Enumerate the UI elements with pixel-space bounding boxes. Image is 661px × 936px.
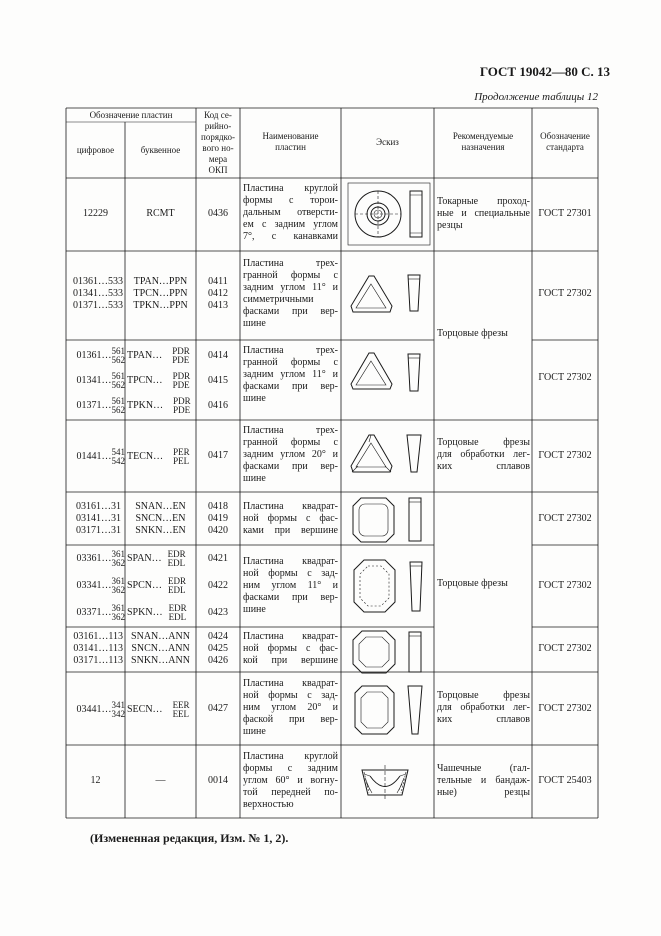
row5-name: Пластина квадрат- ной формы с фас- ками при вершине [243, 501, 338, 536]
header-sketch: Эскиз [376, 137, 399, 147]
row6-digital: 03361… 361 362 03341… 361 362 03371… 361 362 [76, 548, 125, 622]
row2-digital: 01361…533 01341…533 01371…533 [73, 276, 123, 311]
row7-digital: 03161…113 03141…113 03171…113 [73, 631, 123, 666]
sketch-triangle-20deg [351, 435, 421, 472]
header-designation: Обозначение пластин [89, 110, 173, 120]
row8-okp: 0427 [208, 703, 228, 714]
revision-note: (Измененная редакция, Изм. № 1, 2). [90, 831, 289, 845]
sketch-square-chamfer [353, 498, 421, 542]
row9-purpose: Чашечные (гал- тельные и бандаж- ные) резцы [437, 763, 530, 798]
row2-letter: TPAN…PPN TPCN…PPN TPKN…PPN [133, 276, 188, 311]
row8-purpose: Торцовые фрезы для обработки лег- ких сплавов [437, 690, 530, 725]
row6-okp: 0421 0422 0423 [208, 553, 228, 618]
row1-digital: 12229 [83, 208, 108, 219]
row8-digital: 03441… 341 342 [76, 699, 125, 719]
row7-okp: 0424 0425 0426 [208, 631, 228, 666]
sketch-square-20deg-chamfer [355, 686, 422, 734]
row3-standard: ГОСТ 27302 [538, 372, 592, 383]
row3-okp: 0414 0415 0416 [208, 350, 228, 411]
rows2-3-purpose: Торцовые фрезы [437, 328, 508, 339]
sketch-triangle-symmetric-chamfer [351, 275, 420, 312]
table-continuation-caption: Продолжение таблицы 12 [474, 91, 598, 103]
row4-standard: ГОСТ 27302 [538, 450, 592, 461]
row4-okp: 0417 [208, 450, 228, 461]
row7-name: Пластина квадрат- ной формы с фас- кой при вершине [243, 631, 338, 666]
row1-letter: RCMT [146, 208, 175, 219]
row1-standard: ГОСТ 27301 [538, 208, 592, 219]
row5-digital: 03161…31 03141…31 03171…31 [76, 501, 121, 536]
row3-letter: TPAN… PDR PDE TPCN… PDR PDE TPKN… PDR PDE [127, 345, 191, 415]
row8-name: Пластина квадрат- ной формы с зад- ним углом 20° и фаской при вер- шине [243, 678, 338, 737]
row3-digital: 01361… 561 562 01341… 561 562 01371… 561 562 [76, 345, 125, 415]
row5-okp: 0418 0419 0420 [208, 501, 228, 536]
row4-letter: TECN… PER PEL [127, 446, 190, 466]
row3-name: Пластина трех- гранной формы с задним углом 11° и фасками при вер- шине [243, 345, 338, 404]
header-digital: цифровое [76, 145, 115, 155]
row2-okp: 0411 0412 0413 [208, 276, 228, 311]
row9-digital: 12 [90, 775, 101, 786]
row2-name: Пластина трех- гранной формы с задним углом 11° и симметричными фасками при вер- шине [243, 258, 338, 329]
sketch-round-toroidal-hole [348, 183, 430, 245]
row1-name: Пластина круглой формы с торои- дальным отверсти- ем с задним углом 7°, с канавками [243, 183, 338, 242]
sketch-triangle-chamfer [351, 353, 420, 391]
sketch-square-single-chamfer [353, 631, 421, 673]
header-name: Наименование пластин [262, 131, 319, 152]
row6-standard: ГОСТ 27302 [538, 580, 592, 591]
row9-okp: 0014 [208, 775, 228, 786]
row4-purpose: Торцовые фрезы для обработки лег- ких сплавов [437, 437, 530, 472]
row6-name: Пластина квадрат- ной формы с зад- ним углом 11° и фасками при вер- шине [243, 556, 338, 615]
sketch-cup-insert [362, 765, 408, 800]
row7-standard: ГОСТ 27302 [538, 643, 592, 654]
row8-letter: SECN… EER EEL [127, 699, 190, 719]
row1-purpose: Токарные проход- ные и специальные резцы [437, 196, 530, 231]
page-title: ГОСТ 19042—80 С. 13 [479, 64, 610, 79]
row1-okp: 0436 [208, 208, 228, 219]
sketch-square-11deg-chamfer [354, 560, 422, 612]
row5-standard: ГОСТ 27302 [538, 513, 592, 524]
header-okp: Код се- рийно- порядко- вого но- мера ОКП [201, 110, 235, 175]
row2-standard: ГОСТ 27302 [538, 288, 592, 299]
row8-standard: ГОСТ 27302 [538, 703, 592, 714]
header-letter: буквенное [140, 145, 181, 155]
row4-name: Пластина трех- гранной формы с задним углом 20° и фасками при вер- шине [243, 425, 338, 484]
rows5-7-purpose: Торцовые фрезы [437, 578, 508, 589]
row9-standard: ГОСТ 25403 [538, 775, 592, 786]
row6-letter: SPAN… EDR EDL SPCN… EDR EDL SPKN… EDR EDL [127, 548, 187, 622]
row7-letter: SNAN…ANN SNCN…ANN SNKN…ANN [131, 631, 190, 666]
row9-letter: — [155, 775, 166, 786]
header-purpose: Рекомендуемые назначения [452, 131, 514, 152]
row9-name: Пластина круглой формы с задним углом 60° и вогну- той передней по- верхностью [243, 751, 338, 810]
row4-digital: 01441… 541 542 [76, 446, 125, 466]
row5-letter: SNAN…EN SNCN…EN SNKN…EN [135, 501, 186, 536]
header-standard: Обозначение стандарта [540, 131, 590, 152]
